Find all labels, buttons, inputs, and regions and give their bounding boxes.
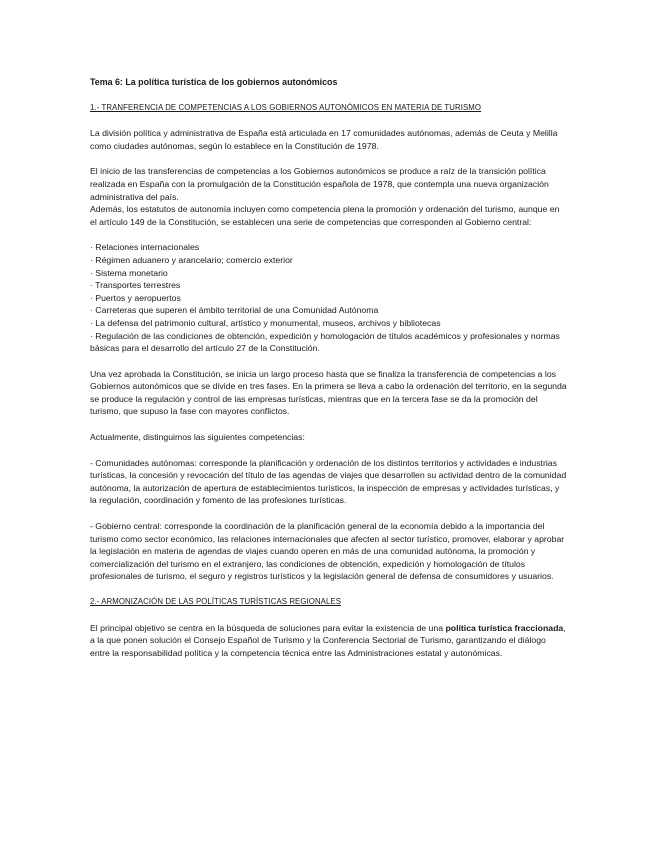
- section-1-paragraph-5: Actualmente, distinguimos las siguientes competencias:: [90, 432, 305, 443]
- list-item: · La defensa del patrimonio cultural, artístico y monumental, museos, archivos y bibliotecas: [90, 317, 441, 328]
- list-item: · Régimen aduanero y arancelario; comercio exterior: [90, 254, 293, 265]
- section-1-paragraph-1: La división política y administrativa de España está articulada en 17 comunidades autónomas, además de Ceuta y Melilla como ciudades autónomas, según lo establece en la Constitución de 1978.: [90, 128, 558, 151]
- list-item: · Carreteras que superen el ámbito territorial de una Comunidad Autónoma: [90, 305, 379, 316]
- list-item: · Sistema monetario: [90, 267, 168, 278]
- section-2-heading: 2.- ARMONIZACIÓN DE LAS POLÍTICAS TURÍSTICAS REGIONALES: [90, 597, 342, 606]
- section-1-paragraph-3: Además, los estatutos de autonomía incluyen como competencia plena la promoción y ordenación del turismo, aunque en el artículo 149 de la Constitución, se establecen una serie de competencias que corresponden al Gobierno central:: [90, 204, 560, 227]
- section-2-bold-term: política turística fraccionada: [445, 622, 564, 633]
- list-item: · Puertos y aeropuertos: [90, 292, 181, 303]
- list-item: · Relaciones internacionales: [90, 242, 200, 253]
- competencies-list: [90, 241, 568, 354]
- section-1-paragraph-4: Una vez aprobada la Constitución, se inicia un largo proceso hasta que se finaliza la transferencia de competencias a los Gobiernos autonómicos que se divide en tres fases. En la primera se lleva a cabo la ordenación del territorio, en la segunda se produce la regulación y control de las empresas turísticas, mientras que en la tercera fase se da la promoción del turismo, que supuso la fase con mayores conflictos.: [90, 368, 567, 417]
- section-1-heading: 1.- TRANFERENCIA DE COMPETENCIAS A LOS GOBIERNOS AUTONÓMICOS EN MATERIA DE TURISMO: [90, 102, 482, 112]
- section-2-paragraph-1: [90, 622, 568, 660]
- document-content: [90, 76, 568, 672]
- section-1-paragraph-6: - Comunidades autónomas: corresponde la planificación y ordenación de los distintos territorios y actividades e industrias turísticas, la concesión y revocación del título de las agendas de viajes que desarrollen su actividad dentro de la comunidad autónoma, la autorización de apertura de establecimientos turísticos, la inspección de empresas y actividades turísticas, y la regulación, coordinación y fomento de las profesiones turísticas.: [90, 457, 567, 506]
- section-1-paragraph-7: - Gobierno central: corresponde la coordinación de la planificación general de la economía debido a la importancia del turismo como sector económico, las relaciones internacionales que afecten al sector turístico, promover, elaborar y aprobar la legislación en materia de agendas de viajes cuando operen en más de una comunidad autónoma, la promoción y comercialización del turismo en el extranjero, las condiciones de obtención, expedición y homologación de títulos profesionales de turismo, el seguro y registros turísticos y la legislación general de defensa de consumidores y usuarios.: [90, 521, 565, 582]
- list-item: · Transportes terrestres: [90, 280, 181, 291]
- list-item: · Regulación de las condiciones de obtención, expedición y homologación de títulos académicos y profesionales y normas básicas para el desarrollo del artículo 27 de la Constitución.: [90, 330, 560, 354]
- section-1-paragraph-2: El inicio de las transferencias de competencias a los Gobiernos autonómicos se produce a raíz de la transición política realizada en España con la promulgación de la Constitución española de 1978, que contempla una nueva organización administrativa del país.: [90, 166, 549, 202]
- section-2-text-start: El principal objetivo se centra en la búsqueda de soluciones para evitar la existencia de una: [90, 622, 446, 633]
- document-title: Tema 6: La política turística de los gobiernos autonómicos: [90, 77, 338, 87]
- section-2-text-end: , a la que ponen solución el Consejo Español de Turismo y la Conferencia Sectorial de Turismo, garantizando el diálogo entre la responsabilidad política y la competencia técnica entre las Administraciones estatal y autonómicas.: [90, 622, 566, 658]
